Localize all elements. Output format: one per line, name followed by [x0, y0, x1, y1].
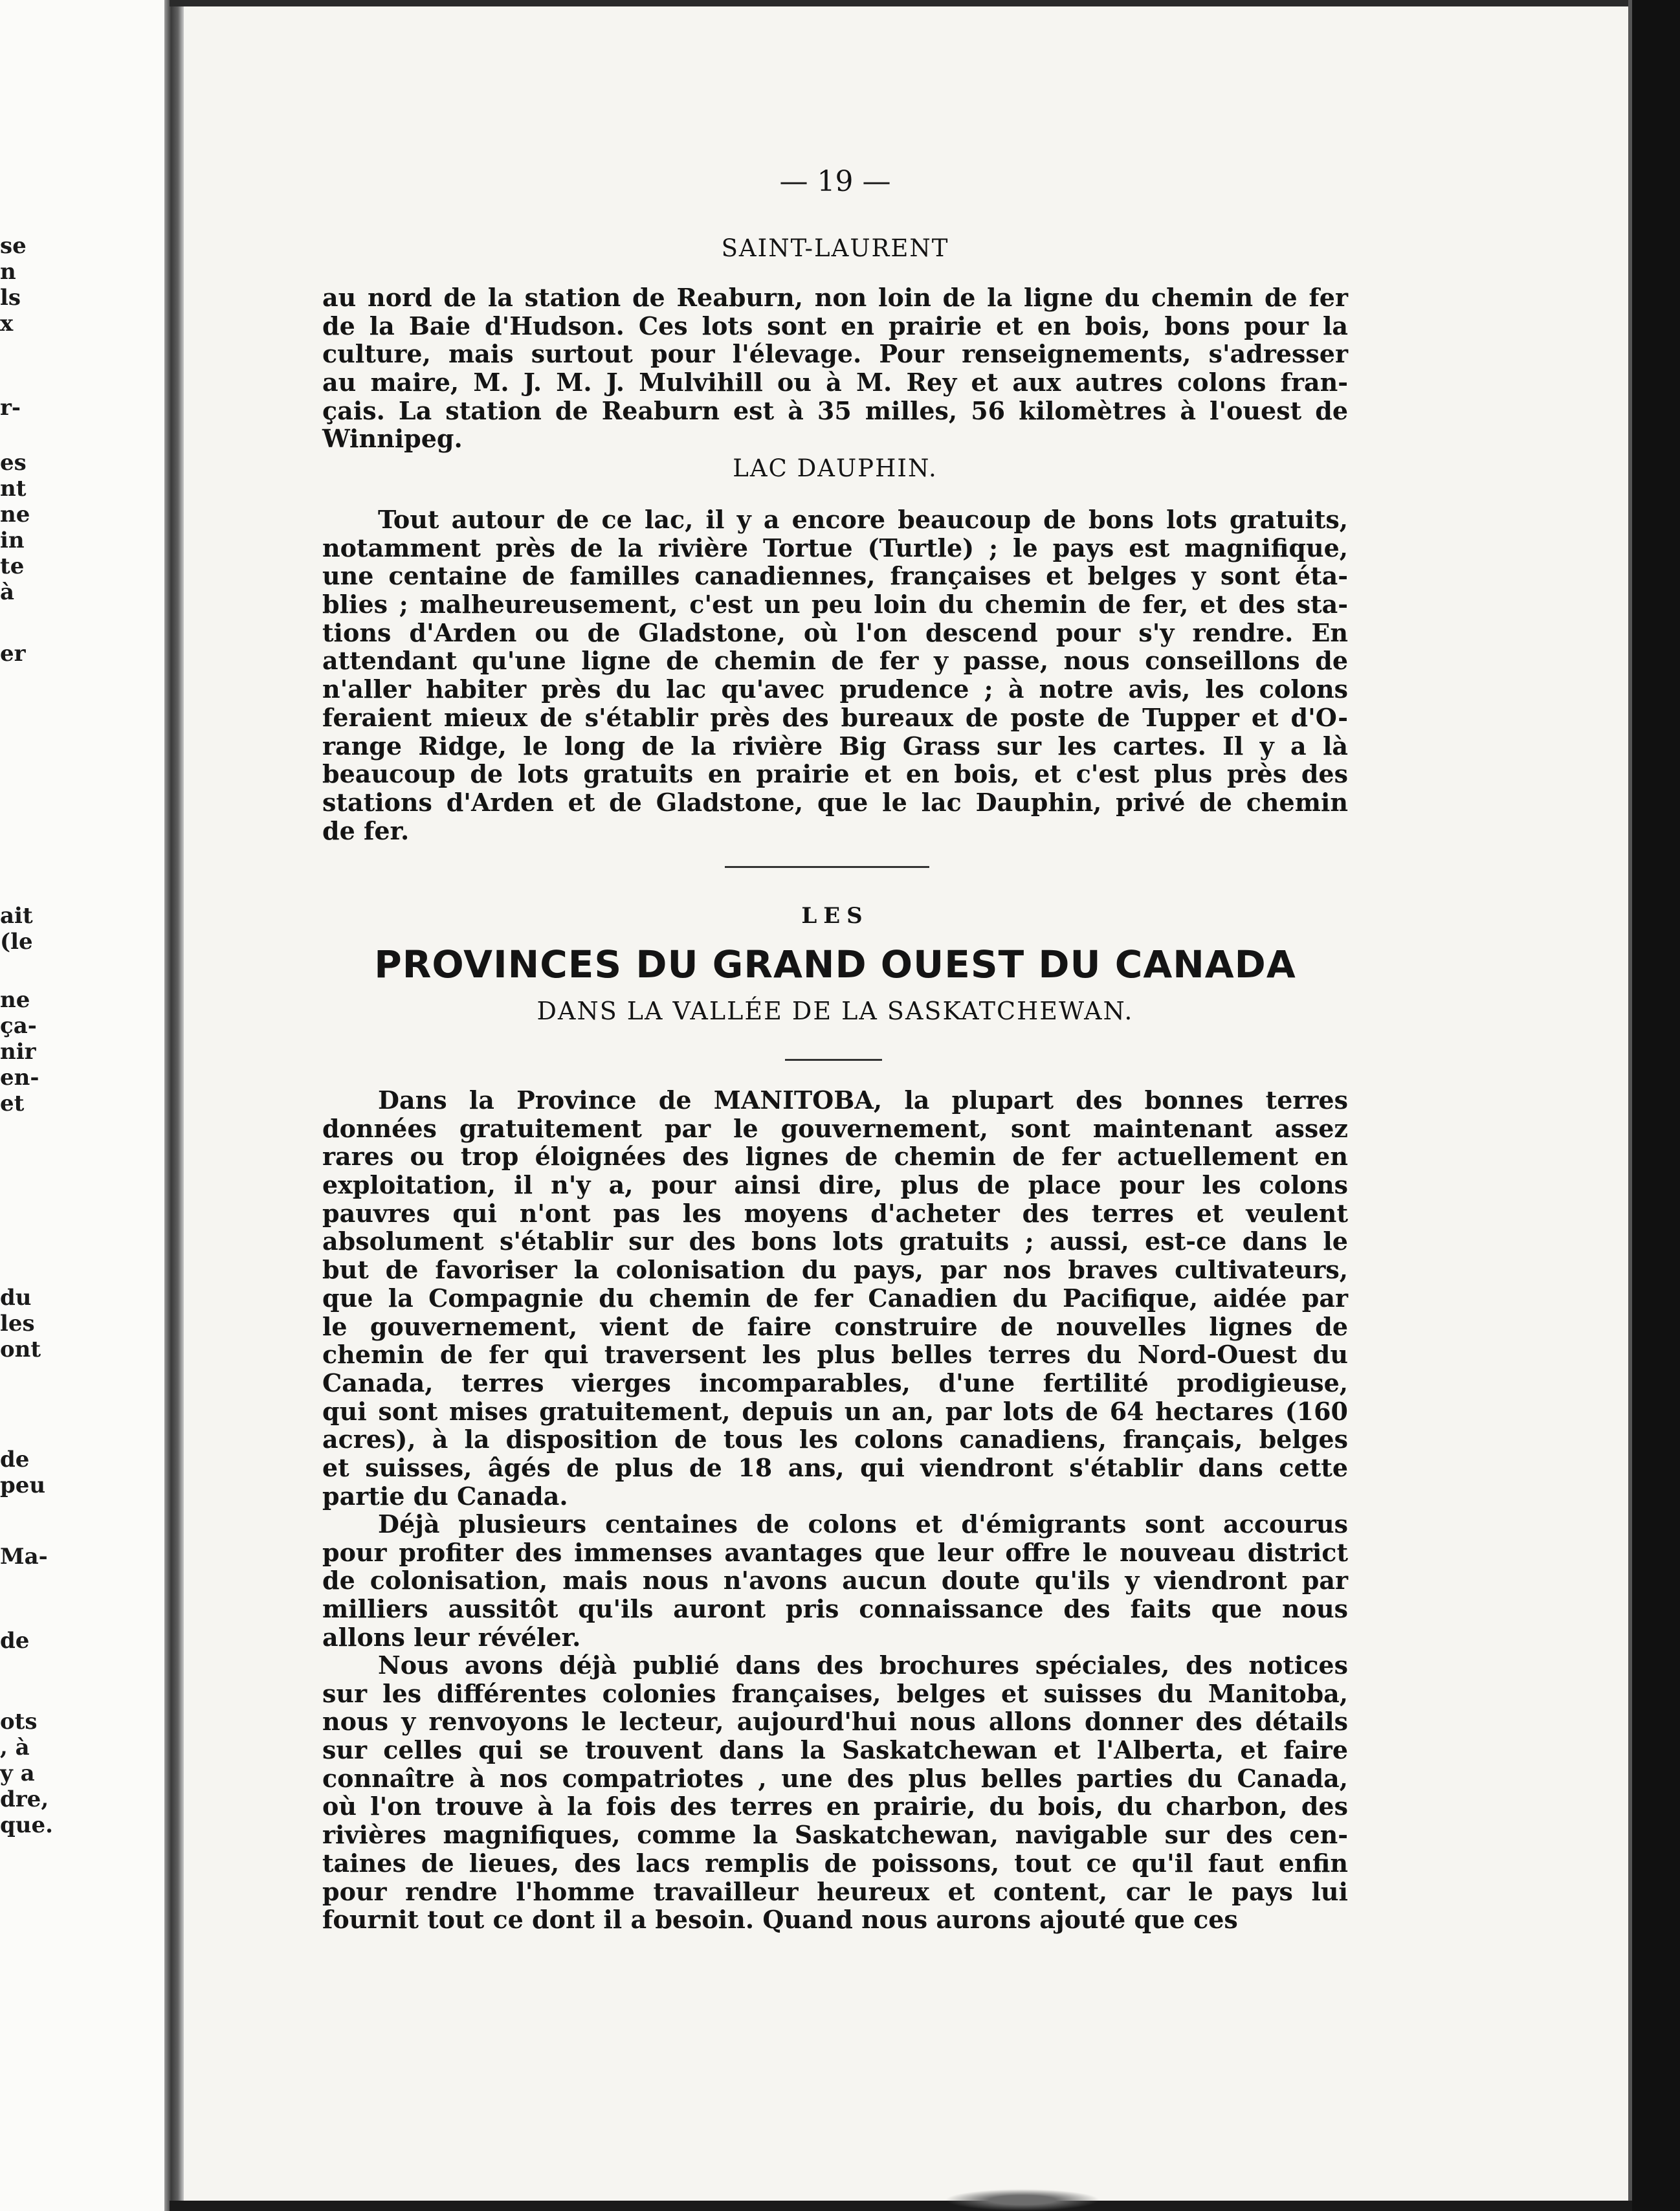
text-line: allons leur révéler. — [322, 1622, 581, 1652]
text-line: çais. La station de Reaburn est à 35 milles, 56 kilomètres à l'ouest de — [322, 395, 1348, 425]
text-line: blies ; malheureusement, c'est un peu loin du chemin de fer, et des sta- — [322, 590, 1348, 619]
text-line: rares ou trop éloignées des lignes de chemin de fer actuellement en — [322, 1142, 1348, 1172]
facing-page-fragment: r- — [0, 395, 21, 421]
text-line: que la Compagnie du chemin de fer Canadien du Pacifique, aidée par — [322, 1283, 1348, 1313]
facing-page-fragment: Ma- — [0, 1544, 48, 1570]
paragraph-lac-dauphin — [322, 506, 1348, 845]
text-line: acres), à la disposition de tous les colons canadiens, français, belges — [322, 1425, 1348, 1454]
facing-page-fragment: en- — [0, 1065, 39, 1091]
scan-top-edge — [170, 0, 1632, 6]
text-line: beaucoup de lots gratuits en prairie et en bois, et c'est plus près des — [322, 759, 1348, 789]
title-kicker: LES — [801, 903, 869, 929]
text-line: exploitation, il n'y a, pour ainsi dire, plus de place pour les colons — [322, 1170, 1348, 1200]
text-line: fournit tout ce dont il a besoin. Quand nous aurons ajouté que ces — [322, 1905, 1238, 1935]
paragraph-brochures — [322, 1651, 1348, 1934]
facing-page-fragment: de — [0, 1628, 30, 1654]
facing-page-fragment: dre, — [0, 1786, 49, 1812]
book-gutter — [164, 0, 184, 2211]
facing-page-fragment: du — [0, 1285, 32, 1311]
facing-page-fragment: ots — [0, 1709, 38, 1735]
text-line: stations d'Arden et de Gladstone, que le lac Dauphin, privé de chemin — [322, 787, 1348, 817]
text-line: nous y renvoyons le lecteur, aujourd'hui nous allons donner des détails — [322, 1707, 1348, 1737]
facing-page-fragment: à — [0, 579, 15, 605]
text-line: et suisses, âgés de plus de 18 ans, qui viendront s'établir dans cette — [322, 1452, 1348, 1482]
facing-page-fragment: in — [0, 528, 25, 553]
text-line: range Ridge, le long de la rivière Big Grass sur les cartes. Il y a là — [322, 731, 1348, 761]
text-line: absolument s'établir sur des bons lots gratuits ; aussi, est-ce dans le — [322, 1227, 1348, 1256]
text-line: Tout autour de ce lac, il y a encore beaucoup de bons lots gratuits, — [378, 505, 1348, 534]
facing-page-fragment: ça- — [0, 1013, 37, 1039]
text-line: Nous avons déjà publié dans des brochures spéciales, des notices — [378, 1650, 1348, 1680]
text-line: Winnipeg. — [322, 424, 463, 454]
scan-artifact — [945, 2189, 1100, 2211]
scan-bottom-edge — [170, 2201, 1632, 2211]
text-line: Dans la Province de MANITOBA, la plupart des bonnes terres — [378, 1085, 1348, 1115]
heading-saint-laurent: SAINT-LAURENT — [721, 234, 949, 262]
text-line: une centaine de familles canadiennes, françaises et belges y sont éta- — [322, 561, 1348, 591]
text-line: au maire, M. J. M. J. Mulvihill ou à M. Rey et aux autres colons fran- — [322, 368, 1348, 397]
text-line: culture, mais surtout pour l'élevage. Pour renseignements, s'adresser — [322, 339, 1348, 369]
facing-page-margin — [0, 0, 170, 2211]
text-line: Canada, terres vierges incomparables, d'une fertilité prodigieuse, — [322, 1368, 1348, 1397]
chapter-title: PROVINCES DU GRAND OUEST DU CANADA — [374, 942, 1296, 986]
text-line: attendant qu'une ligne de chemin de fer y passe, nous conseillons de — [322, 646, 1348, 676]
text-line: Déjà plusieurs centaines de colons et d'émigrants sont accourus — [378, 1509, 1348, 1539]
facing-page-fragment: (le — [0, 929, 33, 955]
text-line: de fer. — [322, 816, 410, 845]
chapter-subtitle: DANS LA VALLÉE DE LA SASKATCHEWAN. — [536, 997, 1134, 1025]
facing-page-fragment: nir — [0, 1039, 36, 1065]
facing-page-fragment: te — [0, 553, 25, 579]
paragraph-colons — [322, 1510, 1348, 1651]
facing-page-fragment: , à — [0, 1735, 30, 1761]
text-line: n'aller habiter près du lac qu'avec prudence ; à notre avis, les colons — [322, 674, 1348, 704]
facing-page-fragment: ne — [0, 987, 30, 1013]
text-line: où l'on trouve à la fois des terres en prairie, du bois, du charbon, des — [322, 1792, 1348, 1821]
text-line: sur les différentes colonies françaises, belges et suisses du Manitoba, — [322, 1678, 1348, 1708]
page-number: — 19 — — [779, 165, 891, 198]
text-line: partie du Canada. — [322, 1481, 568, 1511]
facing-page-fragment: ne — [0, 502, 30, 528]
text-line: pour profiter des immenses avantages que leur offre le nouveau district — [322, 1537, 1348, 1567]
text-line: au nord de la station de Reaburn, non loin de la ligne du chemin de fer — [322, 283, 1348, 312]
scan-right-border — [1632, 0, 1680, 2211]
facing-page-fragment: de — [0, 1447, 30, 1472]
facing-page-fragment: ait — [0, 903, 33, 929]
facing-page-fragment: ls — [0, 285, 21, 311]
facing-page-fragment: que. — [0, 1812, 53, 1838]
facing-page-fragment: y a — [0, 1761, 35, 1786]
paragraph-manitoba — [322, 1086, 1348, 1510]
text-line: qui sont mises gratuitement, depuis un an, par lots de 64 hectares (160 — [322, 1396, 1348, 1426]
facing-page-fragment: nt — [0, 476, 27, 502]
facing-page-fragment: es — [0, 450, 27, 476]
facing-page-fragment: er — [0, 641, 26, 667]
facing-page-fragment: x — [0, 311, 14, 337]
facing-page-fragments — [0, 0, 53, 2211]
text-line: but de favoriser la colonisation du pays, par nos braves cultivateurs, — [322, 1255, 1348, 1285]
facing-page-fragment: les — [0, 1311, 35, 1337]
text-line: rivières magnifiques, comme la Saskatchewan, navigable sur des cen- — [322, 1820, 1348, 1850]
section-divider — [725, 866, 929, 868]
paragraph-saint-laurent — [322, 283, 1348, 453]
text-line: tions d'Arden ou de Gladstone, où l'on descend pour s'y rendre. En — [322, 617, 1348, 647]
text-line: pauvres qui n'ont pas les moyens d'acheter des terres et veulent — [322, 1198, 1348, 1228]
text-line: chemin de fer qui traversent les plus belles terres du Nord-Ouest du — [322, 1340, 1348, 1370]
text-line: connaître à nos compatriotes , une des plus belles parties du Canada, — [322, 1763, 1348, 1793]
text-line: pour rendre l'homme travailleur heureux et content, car le pays lui — [322, 1876, 1348, 1906]
text-line: feraient mieux de s'établir près des bureaux de poste de Tupper et d'O- — [322, 702, 1348, 732]
text-line: données gratuitement par le gouvernement, sont maintenant assez — [322, 1113, 1348, 1143]
text-line: notamment près de la rivière Tortue (Turtle) ; le pays est magnifique, — [322, 533, 1348, 562]
text-line: taines de lieues, des lacs remplis de poissons, tout ce qu'il faut enfin — [322, 1848, 1348, 1878]
text-line: de la Baie d'Hudson. Ces lots sont en prairie et en bois, bons pour la — [322, 311, 1348, 340]
title-divider — [785, 1059, 882, 1061]
text-line: sur celles qui se trouvent dans la Saskatchewan et l'Alberta, et faire — [322, 1735, 1348, 1765]
facing-page-fragment: n — [0, 259, 16, 285]
facing-page-fragment: et — [0, 1091, 25, 1117]
facing-page-fragment: peu — [0, 1472, 46, 1498]
text-line: le gouvernement, vient de faire construire de nouvelles lignes de — [322, 1311, 1348, 1341]
facing-page-fragment: ont — [0, 1337, 41, 1362]
facing-page-fragment: se — [0, 233, 27, 259]
text-line: de colonisation, mais nous n'avons aucun doute qu'ils y viendront par — [322, 1566, 1348, 1595]
heading-lac-dauphin: LAC DAUPHIN. — [733, 454, 938, 482]
text-line: milliers aussitôt qu'ils auront pris connaissance des faits que nous — [322, 1594, 1348, 1624]
